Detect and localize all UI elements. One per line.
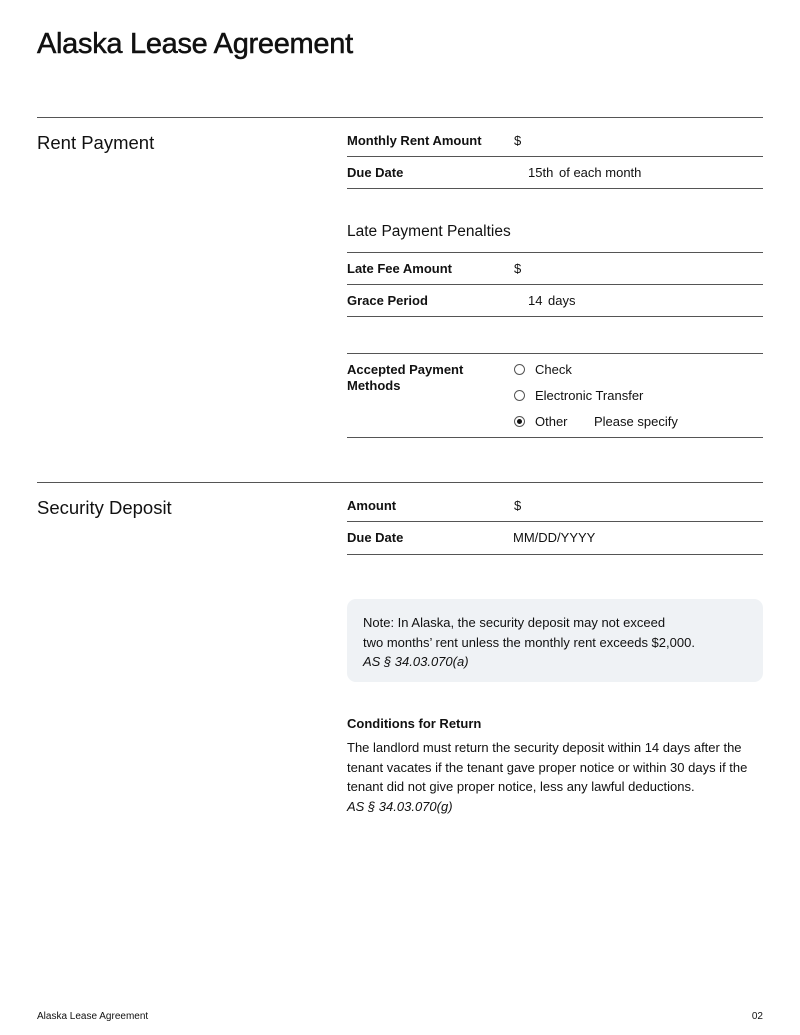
deposit-amount-currency: $ [514, 498, 522, 513]
page-number: 02 [751, 1011, 763, 1022]
grace-period-input[interactable]: 14 [528, 293, 543, 308]
conditions-line-1: The landlord must return the security deposit within 14 days after the [347, 740, 742, 755]
due-date-suffix: of each month [559, 165, 642, 180]
deposit-due-date-input[interactable]: MM/DD/YYYY [513, 530, 596, 545]
row-divider [347, 252, 763, 253]
conditions-heading: Conditions for Return [347, 716, 482, 731]
deposit-due-date-label: Due Date [347, 530, 404, 545]
other-specify-input[interactable]: Please specify [594, 414, 678, 429]
row-divider [347, 353, 763, 354]
row-divider [347, 554, 763, 555]
note-line-1: Note: In Alaska, the security deposit may not exceed [363, 615, 666, 630]
section-heading-security-deposit: Security Deposit [37, 497, 172, 518]
radio-other[interactable] [514, 416, 525, 427]
note-citation: AS § 34.03.070(a) [363, 654, 469, 669]
deposit-amount-label: Amount [347, 498, 397, 513]
conditions-line-2: tenant vacates if the tenant gave proper notice or within 30 days if the [347, 759, 748, 775]
due-date-label: Due Date [347, 165, 404, 180]
row-divider [347, 284, 763, 285]
document-title: Alaska Lease Agreement [37, 28, 353, 60]
note-line-2: two months’ rent unless the monthly rent exceeds $2,000. [363, 634, 695, 650]
deposit-note-text [363, 613, 695, 672]
late-penalties-heading: Late Payment Penalties [347, 223, 511, 240]
row-divider [347, 156, 763, 157]
row-divider [347, 437, 763, 438]
grace-period-label: Grace Period [347, 293, 428, 308]
late-fee-input[interactable] [528, 256, 758, 280]
row-divider [347, 521, 763, 522]
radio-electronic-transfer[interactable] [514, 390, 525, 401]
monthly-rent-label: Monthly Rent Amount [347, 133, 482, 148]
conditions-line-3: tenant did not give proper notice, less any lawful deductions. [347, 779, 695, 795]
radio-label-electronic-transfer[interactable]: Electronic Transfer [535, 388, 644, 403]
monthly-rent-currency: $ [514, 133, 522, 148]
row-divider [347, 188, 763, 189]
conditions-citation: AS § 34.03.070(g) [347, 799, 453, 815]
radio-label-check[interactable]: Check [535, 362, 572, 377]
section-divider [37, 482, 763, 483]
deposit-amount-input[interactable] [528, 493, 758, 517]
deposit-note-box [347, 599, 763, 682]
footer-title: Alaska Lease Agreement [37, 1011, 149, 1022]
conditions-text [347, 738, 767, 817]
late-fee-label: Late Fee Amount [347, 261, 452, 276]
due-day-input[interactable]: 15th [528, 165, 554, 180]
grace-period-unit: days [548, 293, 576, 308]
radio-check[interactable] [514, 364, 525, 375]
radio-label-other[interactable]: Other [535, 414, 568, 429]
row-divider [347, 316, 763, 317]
section-heading-rent-payment: Rent Payment [37, 132, 155, 153]
section-divider [37, 117, 763, 118]
payment-methods-label: Accepted Payment Methods [347, 362, 464, 393]
late-fee-currency: $ [514, 261, 522, 276]
monthly-rent-input[interactable] [528, 128, 758, 152]
